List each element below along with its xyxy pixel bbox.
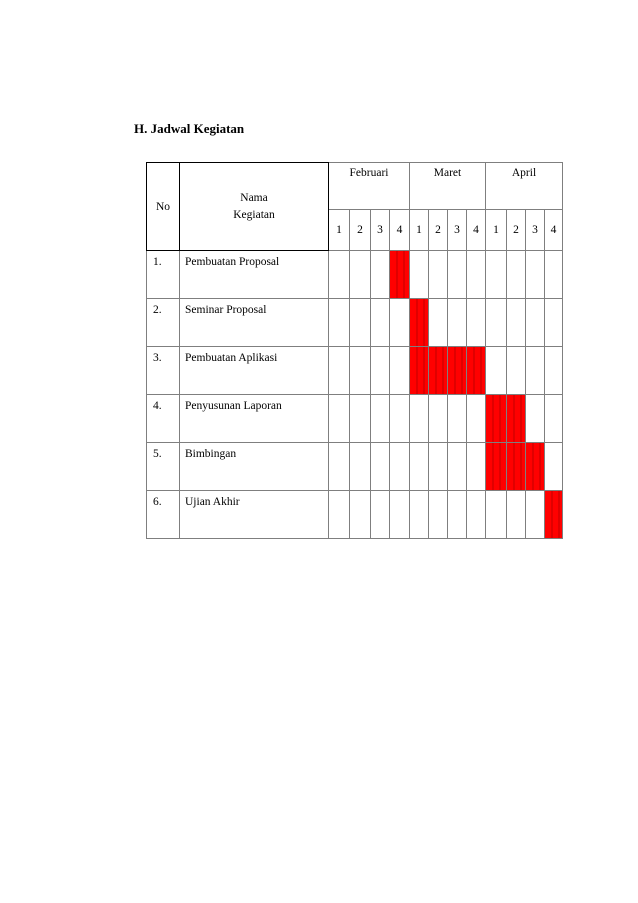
row-number: 3.: [147, 347, 180, 395]
schedule-bar-cell: [467, 347, 486, 395]
schedule-cell: [526, 347, 545, 395]
schedule-cell: [350, 251, 371, 299]
schedule-cell: [371, 395, 390, 443]
table-row: [147, 251, 563, 299]
name-header: [180, 163, 329, 251]
schedule-cell: [350, 443, 371, 491]
schedule-bar-cell: [507, 443, 526, 491]
schedule-cell: [371, 299, 390, 347]
no-header: No: [147, 163, 180, 251]
schedule-cell: [545, 251, 563, 299]
week-header: 4: [545, 210, 563, 251]
month-header: Maret: [410, 163, 486, 210]
schedule-cell: [429, 491, 448, 539]
row-number: 6.: [147, 491, 180, 539]
schedule-cell: [545, 347, 563, 395]
activity-name: Penyusunan Laporan: [180, 395, 329, 443]
name-header-line1: Nama: [240, 191, 268, 204]
schedule-cell: [448, 299, 467, 347]
schedule-cell: [371, 443, 390, 491]
schedule-table: [146, 162, 563, 539]
schedule-cell: [410, 443, 429, 491]
schedule-bar-cell: [448, 347, 467, 395]
row-number: 1.: [147, 251, 180, 299]
table-row: [147, 395, 563, 443]
schedule-cell: [429, 299, 448, 347]
schedule-cell: [486, 347, 507, 395]
schedule-bar-cell: [486, 443, 507, 491]
month-header: April: [486, 163, 563, 210]
schedule-cell: [429, 443, 448, 491]
schedule-cell: [329, 395, 350, 443]
week-header: 1: [410, 210, 429, 251]
section-heading: H. Jadwal Kegiatan: [134, 121, 245, 136]
schedule-cell: [329, 251, 350, 299]
schedule-bar-cell: [429, 347, 448, 395]
schedule-cell: [545, 299, 563, 347]
schedule-cell: [410, 395, 429, 443]
schedule-cell: [448, 491, 467, 539]
schedule-bar-cell: [486, 395, 507, 443]
schedule-body: [147, 251, 563, 539]
schedule-cell: [429, 251, 448, 299]
week-header: 1: [486, 210, 507, 251]
schedule-cell: [545, 395, 563, 443]
schedule-cell: [467, 251, 486, 299]
schedule-cell: [526, 251, 545, 299]
table-row: [147, 299, 563, 347]
schedule-cell: [371, 491, 390, 539]
activity-name: Bimbingan: [180, 443, 329, 491]
table-row: [147, 443, 563, 491]
schedule-cell: [448, 395, 467, 443]
schedule-cell: [390, 443, 410, 491]
schedule-cell: [371, 347, 390, 395]
schedule-cell: [350, 299, 371, 347]
schedule-cell: [486, 251, 507, 299]
schedule-bar-cell: [390, 251, 410, 299]
week-header: 1: [329, 210, 350, 251]
activity-name: Pembuatan Proposal: [180, 251, 329, 299]
table-row: [147, 347, 563, 395]
schedule-cell: [329, 299, 350, 347]
schedule-cell: [526, 491, 545, 539]
schedule-cell: [448, 251, 467, 299]
schedule-bar-cell: [545, 491, 563, 539]
schedule-cell: [329, 347, 350, 395]
row-number: 4.: [147, 395, 180, 443]
schedule-bar-cell: [410, 347, 429, 395]
schedule-cell: [410, 251, 429, 299]
schedule-cell: [507, 299, 526, 347]
schedule-cell: [350, 491, 371, 539]
schedule-cell: [350, 347, 371, 395]
activity-name: Pembuatan Aplikasi: [180, 347, 329, 395]
schedule-cell: [507, 491, 526, 539]
row-number: 2.: [147, 299, 180, 347]
schedule-cell: [467, 443, 486, 491]
schedule-bar-cell: [507, 395, 526, 443]
schedule-cell: [410, 491, 429, 539]
schedule-cell: [429, 395, 448, 443]
schedule-cell: [507, 251, 526, 299]
schedule-cell: [350, 395, 371, 443]
schedule-cell: [329, 491, 350, 539]
activity-name: Seminar Proposal: [180, 299, 329, 347]
schedule-cell: [486, 491, 507, 539]
schedule-cell: [545, 443, 563, 491]
schedule-cell: [329, 443, 350, 491]
name-header-line2: Kegiatan: [233, 208, 275, 221]
schedule-cell: [526, 395, 545, 443]
schedule-cell: [390, 299, 410, 347]
schedule-cell: [390, 491, 410, 539]
month-header: Februari: [329, 163, 410, 210]
week-header: 4: [467, 210, 486, 251]
schedule-cell: [526, 299, 545, 347]
schedule-cell: [390, 347, 410, 395]
week-header: 2: [429, 210, 448, 251]
row-number: 5.: [147, 443, 180, 491]
week-header: 2: [350, 210, 371, 251]
schedule-cell: [467, 491, 486, 539]
schedule-cell: [467, 299, 486, 347]
schedule-bar-cell: [410, 299, 429, 347]
table-row: [147, 491, 563, 539]
schedule-bar-cell: [526, 443, 545, 491]
schedule-cell: [467, 395, 486, 443]
week-header: 3: [526, 210, 545, 251]
week-header: 2: [507, 210, 526, 251]
week-header: 4: [390, 210, 410, 251]
week-header: 3: [448, 210, 467, 251]
schedule-cell: [507, 347, 526, 395]
schedule-cell: [371, 251, 390, 299]
schedule-cell: [486, 299, 507, 347]
week-header: 3: [371, 210, 390, 251]
activity-name: Ujian Akhir: [180, 491, 329, 539]
schedule-cell: [448, 443, 467, 491]
schedule-cell: [390, 395, 410, 443]
